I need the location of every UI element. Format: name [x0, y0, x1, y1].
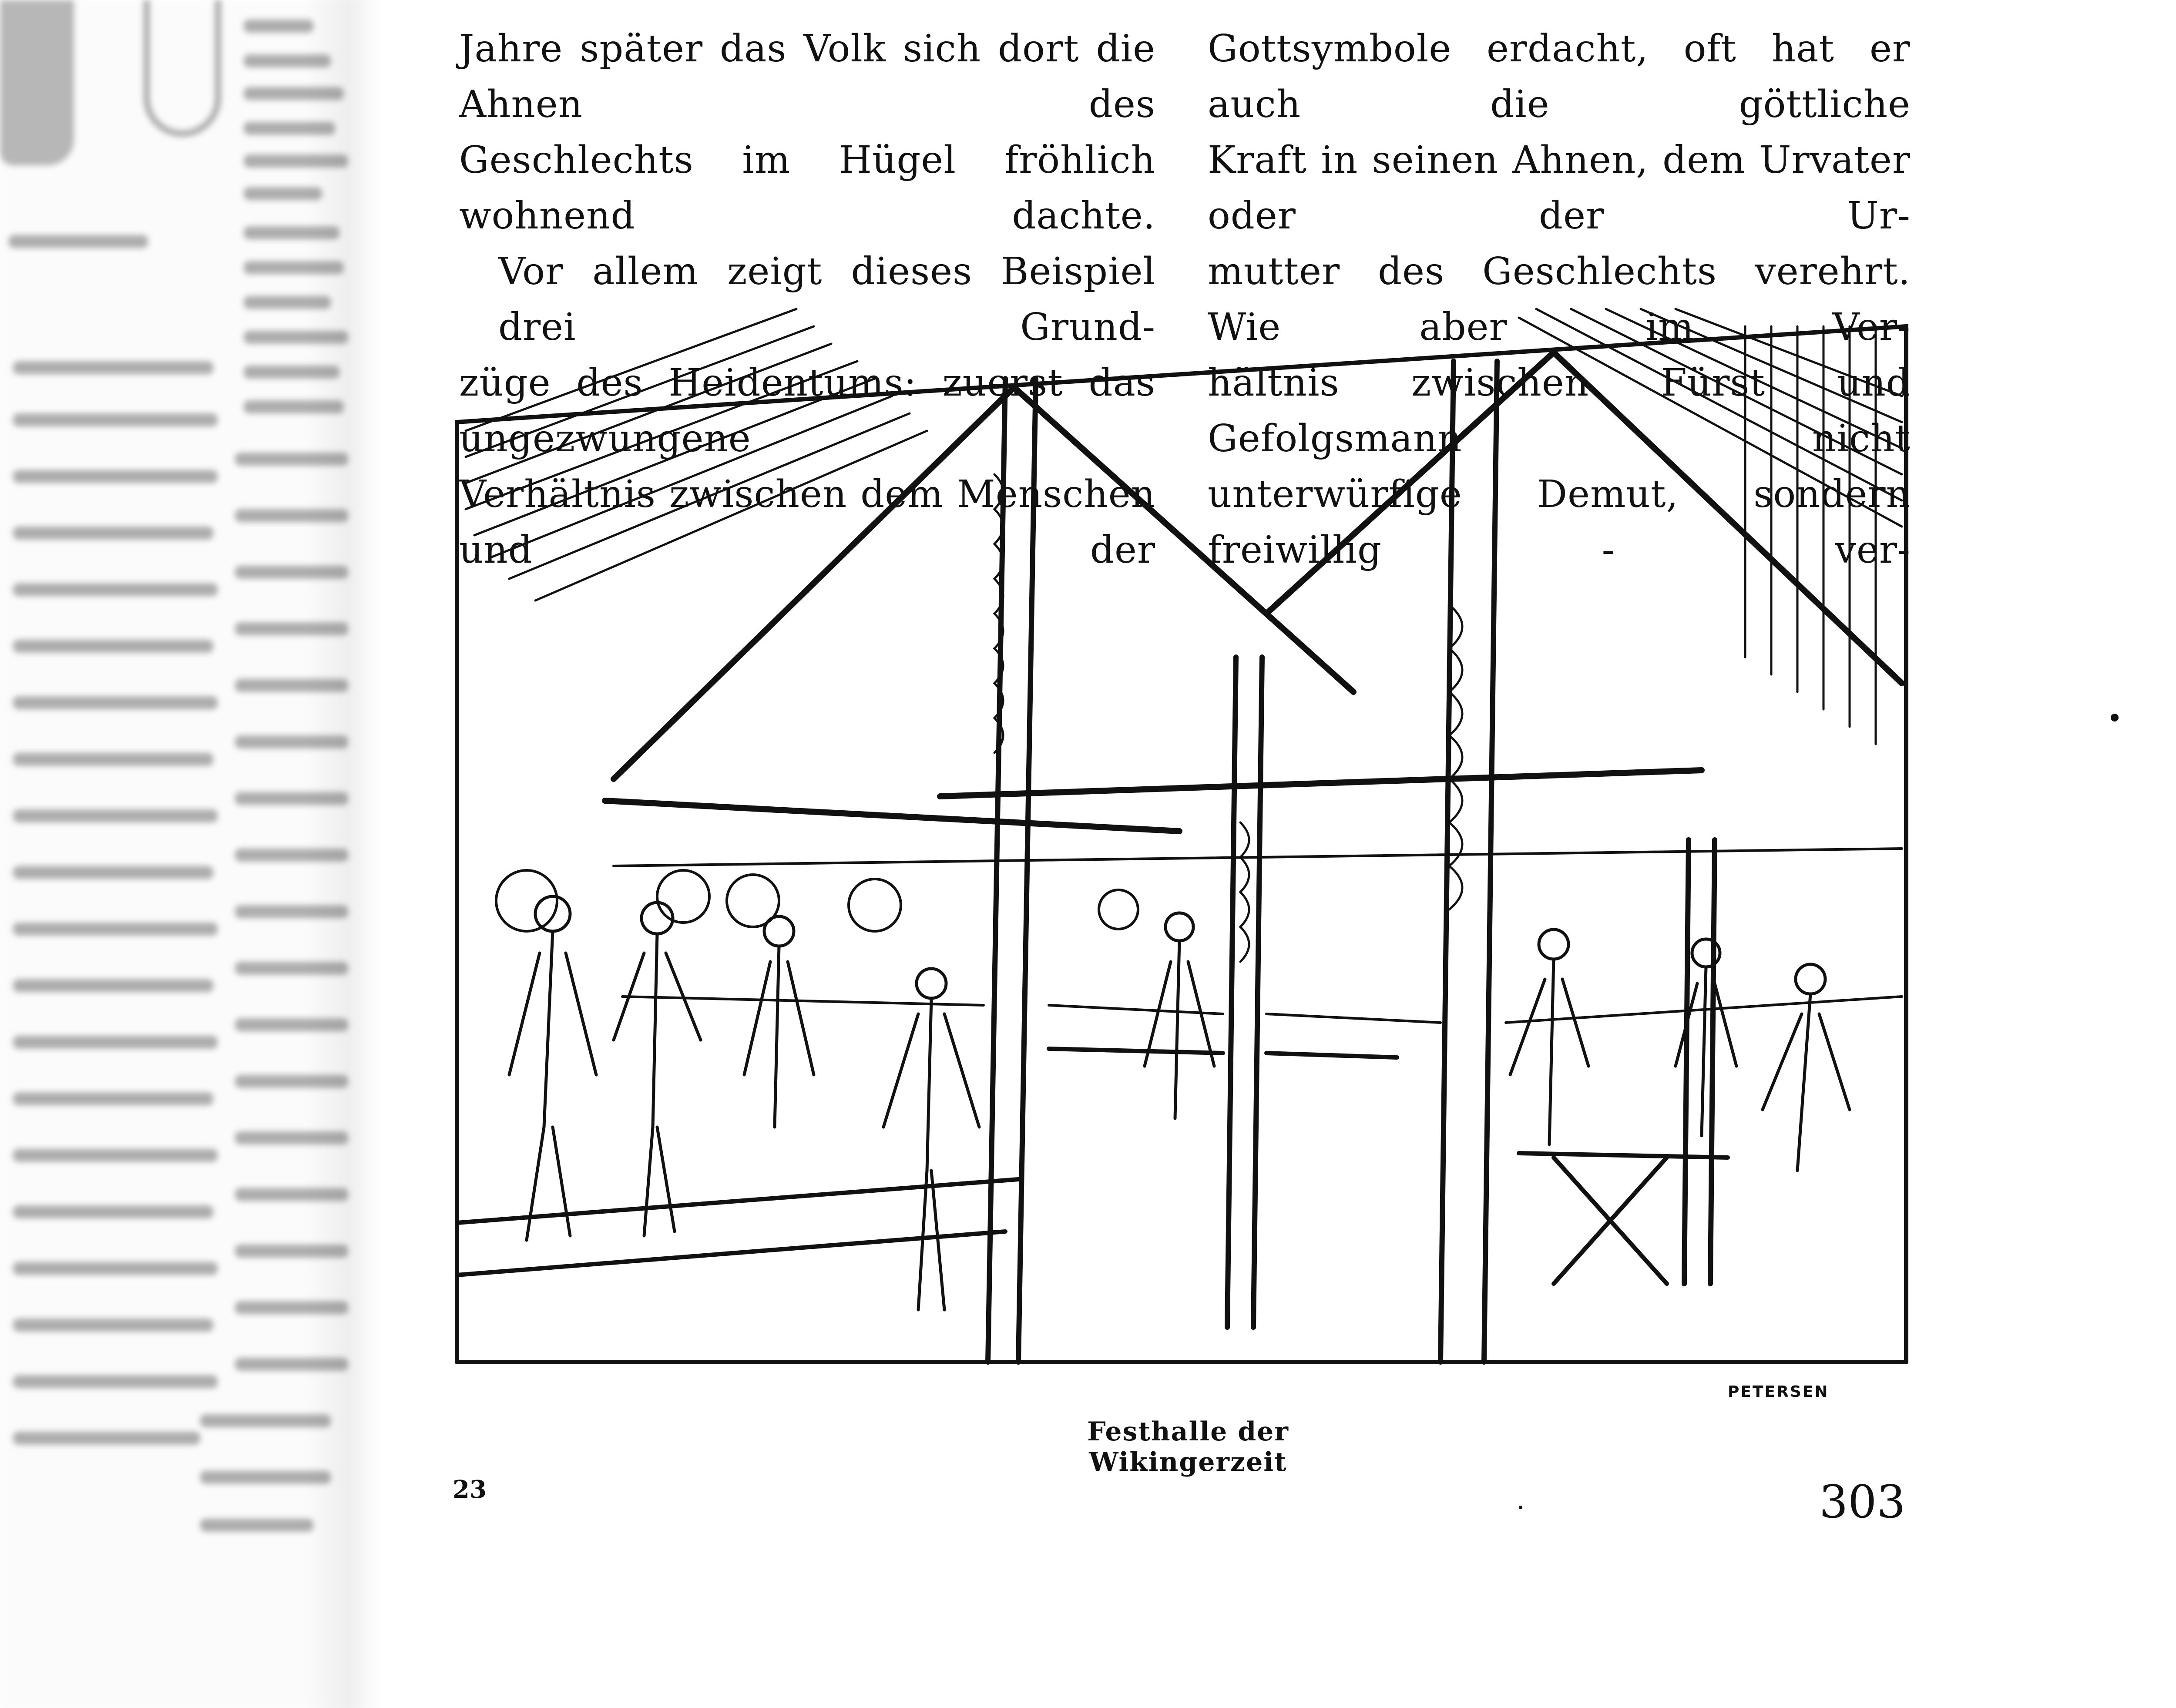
text-line: Jahre später das Volk sich dort die Ahnen des: [459, 27, 1155, 126]
text-line: Vor allem zeigt dieses Beispiel drei Grund-: [498, 250, 1155, 349]
text-line: mutter des Geschlechts verehrt. Wie aber im Ver-: [1208, 250, 1911, 349]
illustration-caption: Festhalle der Wikingerzeit: [1087, 1416, 1289, 1477]
left-page-ornament: [0, 0, 74, 165]
roof-rafters: [605, 352, 1902, 831]
pillar-carvings: [994, 474, 1462, 962]
text-line: Verhältnis zwischen dem Menschen und der: [459, 473, 1155, 572]
figure: [509, 896, 1850, 1310]
text-line: Geschlechts im Hügel fröhlich wohnend dachte.: [459, 138, 1155, 238]
roof-hatching-left: [466, 309, 927, 601]
speck: [2111, 714, 2119, 721]
page-gutter: [305, 0, 383, 1708]
right-page-number: 303: [1819, 1475, 1906, 1528]
text-line: Kraft in seinen Ahnen, dem Urvater oder der Ur-: [1208, 138, 1911, 238]
text-line: hältnis zwischen Fürst und Gefolgsmann nicht: [1208, 361, 1911, 460]
text-line: Gottsymbole erdacht, oft hat er auch die göttliche: [1208, 27, 1911, 126]
artist-signature: PETERSEN: [1728, 1383, 1829, 1397]
feast-table: [1049, 1049, 1728, 1284]
text-line: züge des Heidentums: zuerst das ungezwungene: [459, 361, 1155, 460]
text-line: unterwürfige Demut, sondern freiwillig - ver-: [1208, 473, 1911, 572]
feast-hall-illustration: [440, 300, 1919, 1397]
speck: [1519, 1506, 1522, 1509]
floor: [457, 1179, 1906, 1362]
left-page-ring-ornament: [144, 0, 221, 137]
left-page-number: 23: [453, 1475, 487, 1504]
carved-pillar: [988, 361, 1715, 1362]
wall-shield: [496, 870, 1138, 931]
